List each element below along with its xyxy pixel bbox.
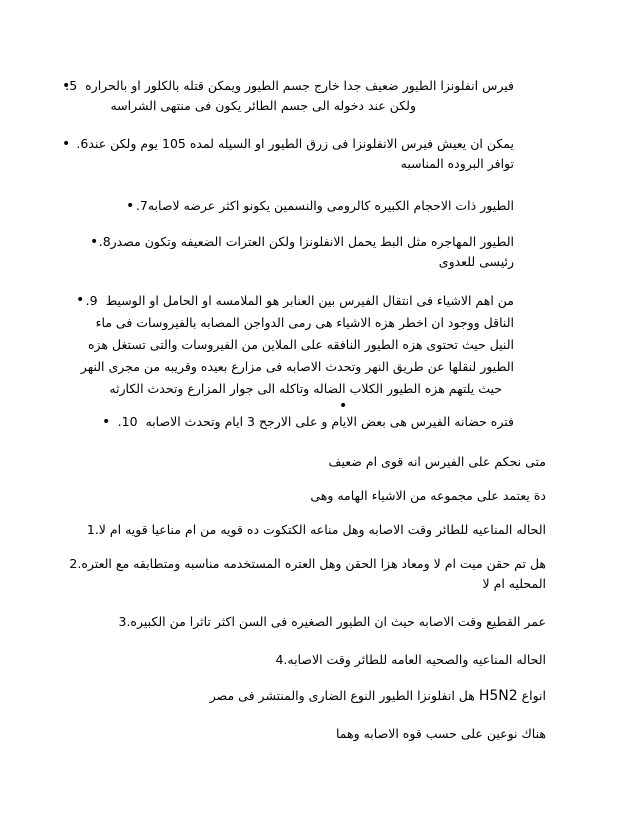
- list-number: 10.: [117, 414, 138, 429]
- list-item-line: توافر البروده المناسبه: [400, 156, 514, 171]
- paragraph-line: هل تم حقن ميت ام لا ومعاد هزا الحقن وهل العتره المستخدمه مناسبه ومتطابقه مع العتره.2: [69, 556, 546, 571]
- list-item-line: رئيسى للعدوى: [438, 254, 514, 269]
- list-item-6: [76, 134, 514, 174]
- point-number: 2: [69, 556, 78, 571]
- list-item-line: حيث يلتهم هزه الطيور الكلاب الضاله وتاكله الى جوار المزارع وتحدث الكارثه: [109, 381, 502, 396]
- list-item-line: يمكن ان يعيش فيرس الانفلونزا فى زرق الطيور او السيله لمده 105 يوم ولكن عند6.: [76, 136, 514, 151]
- paragraph-line: المحليه ام لا: [482, 576, 546, 591]
- bullet-item-10: [102, 412, 110, 432]
- numbered-point-3: [119, 612, 547, 632]
- paragraph-line: الحاله المناعيه والصحيه العامه للطائر وقت الاصابه.4: [275, 652, 546, 667]
- bullet-item-6: [62, 134, 70, 154]
- numbered-point-1: [87, 520, 546, 540]
- list-number: 9.: [85, 293, 98, 308]
- list-item-line: الناقل ووجود ان اخطر هزه الاشياء هى رمى الدواجن المصابه بالفيروسات فى ماء: [95, 315, 514, 330]
- list-number: 5.: [65, 78, 78, 93]
- list-item-line: فيرس انفلونزا الطيور ضعيف جدا خارج جسم الطيور ويمكن قتله بالكلور او بالحراره 5.: [65, 78, 514, 93]
- list-item-line: من اهم الاشياء فى انتقال الفيرس بين العنابر هو الملامسه او الحامل او الوسيط 9.: [85, 293, 514, 308]
- paragraph-line: عمر القطيع وقت الاصابه حيث ان الطيور الصغيره فى السن اكثر تاثرا من الكبيره.3: [118, 614, 546, 629]
- point-number: 3: [118, 614, 127, 629]
- list-item-9: [81, 290, 514, 400]
- list-item-10: [118, 412, 514, 432]
- paragraph-line: الحاله المناعيه للطائر وقت الاصابه وهل مناعه الكتكوت ده قويه من ام مناعيا قويه ام لا.1: [86, 522, 546, 537]
- paragraph-line: متى نحكم على الفيرس انه قوى ام ضعيف: [328, 454, 546, 469]
- paragraph-line: هناك نوعين على حسب قوه الاصابه وهما: [335, 726, 546, 741]
- paragraph-line: انواع H5N2 هل انفلونزا الطيور النوع الضارى والمنتشر فى مصر: [209, 688, 546, 704]
- bullet-item-7: [126, 196, 134, 216]
- list-number: 6.: [76, 136, 89, 151]
- virus-code: H5N2: [478, 688, 518, 704]
- point-number: 4: [275, 652, 284, 667]
- list-item-line: فتره حضانه الفيرس هى بعض الايام و على الارجح 3 ايام وتحدث الاصابه 10.: [117, 414, 514, 429]
- bullet-item-8: [90, 232, 98, 252]
- paragraph-intro: [310, 486, 546, 506]
- list-item-7: [136, 196, 514, 216]
- paragraph-question: [329, 452, 546, 472]
- list-item-line: الطيور المهاجره مثل البط يحمل الانفلونزا ولكن العترات الضعيفه وتكون مصدر8.: [98, 234, 514, 249]
- list-item-line: الطيور ذات الاحجام الكبيره كالرومى والنسمين يكونو اكثر عرضه لاصابه7.: [135, 198, 514, 213]
- list-number: 7.: [135, 198, 148, 213]
- list-item-5: [65, 76, 514, 116]
- point-number: 1: [86, 522, 95, 537]
- list-item-line: الطيور لنقلها عن طريق النهر وتحدث الاصابه فى مزارع بعيده وقريبه من مجرى النهر: [80, 359, 514, 374]
- numbered-point-4: [275, 650, 546, 670]
- list-item-line: ولكن عند دخوله الى جسم الطائر يكون فى منتهى الشراسه: [110, 98, 416, 113]
- paragraph-two-types: [336, 724, 546, 744]
- list-item-8: [99, 232, 514, 272]
- list-number: 8.: [98, 234, 111, 249]
- paragraph-types: [210, 686, 546, 706]
- numbered-point-2: [69, 554, 546, 594]
- list-item-line: النيل حيث تحتوى هزه الطيور النافقه على الملاين من الفيروسات والتى تستغل هزه: [87, 337, 514, 352]
- paragraph-line: دة يعتمد على مجموعه من الاشياء الهامه وهى: [310, 488, 546, 503]
